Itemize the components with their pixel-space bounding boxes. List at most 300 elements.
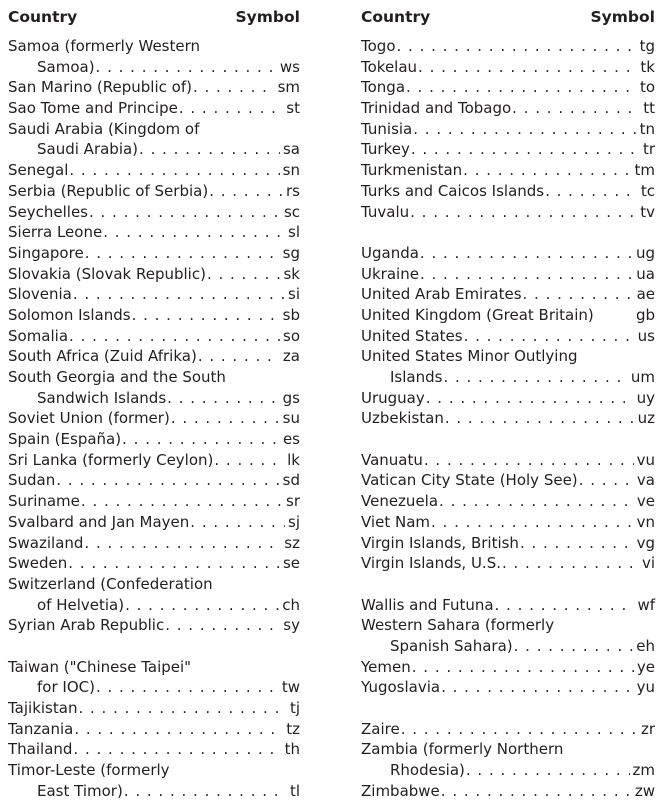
column-header	[8, 4, 300, 30]
country-name-line	[361, 119, 655, 140]
country-name-line	[361, 160, 655, 181]
country-entry	[8, 243, 300, 264]
country-name: Uzbekistan	[361, 409, 444, 428]
country-entry	[8, 719, 300, 740]
dot-leader	[512, 98, 640, 119]
country-entry	[361, 470, 655, 491]
country-symbol: se	[282, 554, 300, 573]
country-name-continuation	[361, 367, 655, 388]
country-name-line	[8, 243, 300, 264]
dot-leader	[198, 346, 280, 367]
country-name-line	[8, 429, 300, 450]
country-name: Serbia (Republic of Serbia)	[8, 181, 209, 200]
country-name-line	[361, 326, 655, 347]
country-name-line	[8, 657, 300, 678]
country-name-line	[361, 408, 655, 429]
country-entry	[361, 677, 655, 698]
dot-leader	[411, 139, 640, 160]
country-name: Virgin Islands, British	[361, 533, 519, 552]
country-name-line	[8, 408, 300, 429]
dot-leader	[81, 491, 283, 512]
country-name: Sweden	[8, 554, 68, 573]
country-entry	[8, 119, 300, 160]
country-symbol: tw	[281, 678, 300, 697]
country-entry	[361, 119, 655, 140]
dot-leader	[401, 719, 638, 740]
country-name: South Georgia and the South	[8, 368, 226, 386]
country-symbol: si	[288, 285, 300, 304]
country-entry	[361, 326, 655, 347]
country-name-line	[8, 615, 300, 636]
country-name-line	[361, 264, 655, 285]
country-name: Tuvalu	[361, 202, 410, 221]
country-name-line	[361, 202, 655, 223]
country-entry	[8, 615, 300, 636]
country-name-line	[361, 533, 655, 554]
country-name-line	[361, 595, 655, 616]
country-name: Uganda	[361, 243, 419, 262]
country-entry	[8, 739, 300, 760]
country-name: Thailand	[8, 740, 73, 759]
country-symbol: sb	[282, 305, 300, 324]
country-name-line	[361, 243, 655, 264]
dot-leader	[69, 326, 280, 347]
country-entry	[361, 346, 655, 387]
dot-leader	[406, 77, 637, 98]
dot-leader	[167, 388, 280, 409]
country-symbol: sn	[282, 161, 300, 180]
country-symbol: st	[286, 99, 300, 118]
country-name: United States	[361, 326, 463, 345]
country-name: Sao Tome and Principe	[8, 99, 178, 118]
country-name-line	[8, 222, 300, 243]
country-entry	[8, 346, 300, 367]
dot-leader	[193, 77, 275, 98]
country-symbol: th	[284, 740, 300, 759]
country-name-line	[361, 305, 655, 326]
country-entry	[8, 367, 300, 408]
country-name-line	[8, 160, 300, 181]
right-column	[361, 4, 655, 801]
dot-leader	[445, 408, 635, 429]
dot-leader	[132, 305, 280, 326]
dot-leader	[463, 160, 631, 181]
country-symbol: sd	[282, 471, 300, 490]
country-name: Switzerland (Confederation	[8, 574, 213, 593]
dot-leader	[165, 615, 280, 636]
country-name: Western Sahara (formerly	[361, 616, 555, 635]
country-symbol: gs	[282, 388, 300, 407]
country-name: United Arab Emirates	[361, 285, 522, 304]
country-name: Seychelles	[8, 202, 88, 221]
dot-leader	[139, 139, 280, 160]
country-name-line	[361, 284, 655, 305]
country-symbol: tk	[640, 57, 655, 76]
country-name-line	[8, 119, 300, 140]
dot-leader	[495, 595, 635, 616]
country-symbol: va	[636, 471, 655, 490]
country-name-line	[361, 139, 655, 160]
country-name: Sandwich Islands	[37, 388, 167, 407]
country-symbol: so	[283, 326, 300, 345]
country-name-line	[8, 574, 300, 595]
country-name: Tajikistan	[8, 699, 78, 717]
country-name: Timor-Leste (formerly	[8, 761, 170, 780]
country-entry	[361, 408, 655, 429]
country-entry	[361, 36, 655, 57]
country-entry	[8, 657, 300, 698]
country-name: Sierra Leone	[8, 223, 103, 242]
dot-leader	[84, 533, 281, 554]
country-symbol: sl	[288, 223, 300, 242]
country-name: East Timor)	[37, 781, 123, 800]
dot-leader	[122, 429, 280, 450]
left-column	[8, 4, 300, 801]
country-name: Somalia	[8, 326, 69, 345]
country-name-line	[8, 346, 300, 367]
country-name-line	[8, 284, 300, 305]
country-name: of Helvetia)	[37, 595, 125, 614]
country-symbol: tz	[286, 719, 300, 738]
country-symbol: tt	[643, 99, 655, 118]
country-name: Turkmenistan	[361, 161, 463, 180]
dot-leader	[464, 326, 635, 347]
country-symbol: eh	[636, 636, 655, 655]
country-name: Zaire	[361, 719, 400, 738]
dot-leader	[56, 470, 279, 491]
country-name-line	[8, 305, 300, 326]
country-name-line	[8, 719, 300, 740]
country-name: Zambia (formerly Northern	[361, 740, 564, 759]
country-entry	[8, 202, 300, 223]
country-symbol: vg	[636, 533, 655, 552]
dot-leader	[207, 264, 281, 285]
country-name-line	[8, 553, 300, 574]
country-symbol: uy	[636, 388, 655, 407]
country-symbol: wf	[637, 595, 655, 614]
country-name: San Marino (Republic of)	[8, 78, 192, 97]
country-symbol: to	[639, 78, 655, 97]
country-name: Trinidad and Tobago	[361, 99, 512, 118]
symbol-header: Symbol	[590, 8, 655, 26]
dot-leader	[397, 36, 637, 57]
country-name: Ukraine	[361, 264, 419, 283]
country-name: Wallis and Futuna	[361, 595, 494, 614]
country-name-line	[361, 719, 655, 740]
country-symbol: vn	[636, 512, 655, 531]
country-name: Saudi Arabia (Kingdom of	[8, 119, 200, 138]
country-name-continuation	[361, 636, 655, 657]
country-name-line	[8, 512, 300, 533]
country-entry	[361, 181, 655, 202]
country-name-line	[361, 181, 655, 202]
country-name: Vanuatu	[361, 450, 423, 469]
dot-leader	[78, 698, 286, 719]
dot-leader	[418, 57, 637, 78]
country-entry	[361, 98, 655, 119]
country-symbol: uz	[637, 409, 655, 428]
country-name: Zimbabwe	[361, 781, 440, 800]
country-symbol: zm	[632, 761, 655, 780]
country-name: United Kingdom (Great Britain)	[361, 305, 594, 324]
country-name-line	[361, 657, 655, 678]
country-name-line	[361, 512, 655, 533]
country-entry	[361, 305, 655, 326]
country-symbol: zw	[634, 781, 655, 800]
country-symbol: ws	[279, 57, 300, 76]
country-name-continuation	[8, 781, 300, 802]
country-name: Viet Nam	[361, 512, 431, 531]
country-symbol: lk	[287, 450, 300, 469]
country-name: Sudan	[8, 471, 56, 490]
dot-leader	[69, 160, 279, 181]
country-name-line	[8, 491, 300, 512]
country-name: Turkey	[361, 140, 410, 159]
country-name-line	[8, 367, 300, 388]
dot-leader	[96, 677, 279, 698]
country-header: Country	[361, 8, 431, 26]
country-name-line	[361, 36, 655, 57]
dot-leader	[413, 119, 636, 140]
country-name: Rhodesia)	[390, 761, 465, 780]
country-entry	[8, 429, 300, 450]
country-name-line	[361, 388, 655, 409]
country-name-line	[361, 450, 655, 471]
country-name-line	[361, 346, 655, 367]
country-name-continuation	[8, 57, 300, 78]
country-entry	[8, 760, 300, 801]
country-name-line	[8, 739, 300, 760]
dot-leader	[190, 512, 285, 533]
country-symbol: es	[282, 430, 300, 449]
country-entry	[8, 77, 300, 98]
country-name: Soviet Union (former)	[8, 409, 170, 428]
dot-leader	[420, 264, 633, 285]
country-name: Samoa)	[37, 57, 95, 76]
country-name: Spain (España)	[8, 430, 122, 449]
country-name-line	[8, 326, 300, 347]
country-symbol: su	[282, 409, 300, 428]
country-name: Svalbard and Jan Mayen	[8, 512, 190, 531]
country-entry	[8, 264, 300, 285]
country-name: Syrian Arab Republic	[8, 616, 165, 635]
country-symbol: tv	[640, 202, 655, 221]
country-name: Senegal	[8, 161, 69, 180]
country-symbol: vu	[636, 450, 655, 469]
country-entry	[8, 160, 300, 181]
country-name: Islands	[390, 368, 443, 386]
country-symbol: sr	[286, 492, 300, 511]
country-name-line	[361, 470, 655, 491]
country-name: Tokelau	[361, 57, 418, 76]
country-entry	[361, 388, 655, 409]
dot-leader	[545, 181, 638, 202]
dot-leader	[579, 470, 634, 491]
country-name-line	[8, 450, 300, 471]
dot-leader	[96, 57, 277, 78]
country-name: South Africa (Zuid Afrika)	[8, 347, 197, 366]
symbol-header: Symbol	[235, 8, 300, 26]
country-symbol: sg	[282, 243, 300, 262]
country-name-line	[361, 553, 655, 574]
country-header: Country	[8, 8, 78, 26]
dot-leader	[502, 553, 639, 574]
dot-leader	[412, 657, 634, 678]
country-name: Saudi Arabia)	[37, 140, 139, 159]
country-symbol: ch	[282, 595, 300, 614]
country-name: Yemen	[361, 657, 411, 676]
dot-leader	[73, 739, 281, 760]
country-symbol: zr	[640, 719, 655, 738]
country-name-line	[8, 36, 300, 57]
country-name-line	[8, 202, 300, 223]
country-entry	[8, 574, 300, 615]
country-entry	[361, 160, 655, 181]
country-entry	[8, 326, 300, 347]
country-name: United States Minor Outlying	[361, 347, 578, 366]
country-symbol: um	[630, 368, 655, 386]
dot-leader	[523, 284, 634, 305]
dot-leader	[89, 202, 281, 223]
country-symbol: tc	[640, 181, 655, 200]
country-entry	[8, 553, 300, 574]
dot-leader	[179, 98, 283, 119]
section-gap	[361, 429, 655, 450]
country-name: Singapore	[8, 243, 84, 262]
country-name-line	[361, 98, 655, 119]
country-symbol: ug	[635, 243, 655, 262]
country-symbol: sz	[284, 533, 300, 552]
dot-leader	[426, 388, 634, 409]
country-name: Uruguay	[361, 388, 425, 407]
country-symbol: ve	[636, 492, 655, 511]
country-entry	[8, 450, 300, 471]
country-symbol: us	[637, 326, 655, 345]
country-name: Spanish Sahara)	[390, 636, 513, 655]
country-name-line	[361, 57, 655, 78]
country-name-line	[8, 470, 300, 491]
country-symbol: tj	[289, 699, 300, 717]
country-symbol: sa	[282, 140, 300, 159]
dot-leader	[74, 719, 283, 740]
dot-leader	[441, 677, 634, 698]
country-name-line	[8, 77, 300, 98]
country-symbol: za	[282, 347, 300, 366]
country-entry	[361, 553, 655, 574]
country-symbol: tn	[639, 119, 655, 138]
country-entry	[361, 533, 655, 554]
country-symbol: gb	[635, 305, 655, 324]
country-name: Venezuela	[361, 492, 439, 511]
country-entry	[8, 408, 300, 429]
country-name-line	[361, 781, 655, 802]
dot-leader	[103, 222, 285, 243]
dot-leader	[410, 202, 637, 223]
country-name: Swaziland	[8, 533, 84, 552]
country-entry	[361, 264, 655, 285]
dot-leader	[514, 636, 634, 657]
country-entry	[361, 450, 655, 471]
country-name-line	[361, 77, 655, 98]
country-name: Tunisia	[361, 119, 413, 138]
country-symbol: sy	[283, 616, 300, 635]
country-name: Vatican City State (Holy See)	[361, 471, 578, 490]
dot-leader	[439, 491, 634, 512]
section-gap	[361, 574, 655, 595]
country-entry	[361, 739, 655, 780]
country-name: Taiwan ("Chinese Taipei"	[8, 657, 192, 676]
country-symbol: vi	[641, 554, 655, 573]
country-entry	[8, 533, 300, 554]
country-entry	[361, 615, 655, 656]
country-symbol: sm	[277, 78, 300, 97]
country-name: Virgin Islands, U.S.	[361, 554, 501, 573]
country-entry	[8, 284, 300, 305]
country-entry	[361, 781, 655, 802]
section-gap	[361, 222, 655, 243]
country-name: Tanzania	[8, 719, 74, 738]
dot-leader	[443, 367, 627, 388]
dot-leader	[466, 760, 630, 781]
country-name: Samoa (formerly Western	[8, 37, 201, 55]
country-name-continuation	[361, 760, 655, 781]
country-entry	[361, 512, 655, 533]
dot-leader	[125, 595, 279, 616]
dot-leader	[431, 512, 634, 533]
country-name-line	[361, 615, 655, 636]
country-list-right	[361, 36, 655, 801]
country-name: Solomon Islands	[8, 305, 131, 324]
country-symbol: tg	[639, 37, 655, 55]
dot-leader	[424, 450, 634, 471]
dot-leader	[73, 284, 285, 305]
country-name-line	[8, 181, 300, 202]
country-name-line	[361, 739, 655, 760]
dot-leader	[520, 533, 634, 554]
country-symbol: tl	[289, 781, 300, 800]
country-name-line	[8, 533, 300, 554]
country-name: for IOC)	[37, 678, 95, 697]
country-name: Yugoslavia	[361, 678, 441, 697]
country-name-continuation	[8, 595, 300, 616]
country-name: Slovakia (Slovak Republic)	[8, 264, 206, 283]
country-name-continuation	[8, 388, 300, 409]
country-name-line	[361, 491, 655, 512]
dot-leader	[68, 553, 280, 574]
country-entry	[361, 57, 655, 78]
country-symbol: tm	[634, 161, 655, 180]
country-name-continuation	[8, 139, 300, 160]
country-entry	[8, 98, 300, 119]
country-entry	[361, 719, 655, 740]
country-entry	[8, 222, 300, 243]
country-name: Slovenia	[8, 285, 72, 304]
country-name-line	[8, 698, 300, 719]
country-symbol: tr	[642, 140, 655, 159]
country-entry	[361, 139, 655, 160]
country-name-continuation	[8, 677, 300, 698]
country-name-line	[361, 677, 655, 698]
country-entry	[361, 491, 655, 512]
country-entry	[8, 305, 300, 326]
country-list-left	[8, 36, 300, 801]
dot-leader	[209, 181, 283, 202]
dot-leader	[214, 450, 284, 471]
country-entry	[8, 698, 300, 719]
country-name: Tonga	[361, 78, 406, 97]
country-entry	[361, 657, 655, 678]
dot-leader	[441, 781, 632, 802]
